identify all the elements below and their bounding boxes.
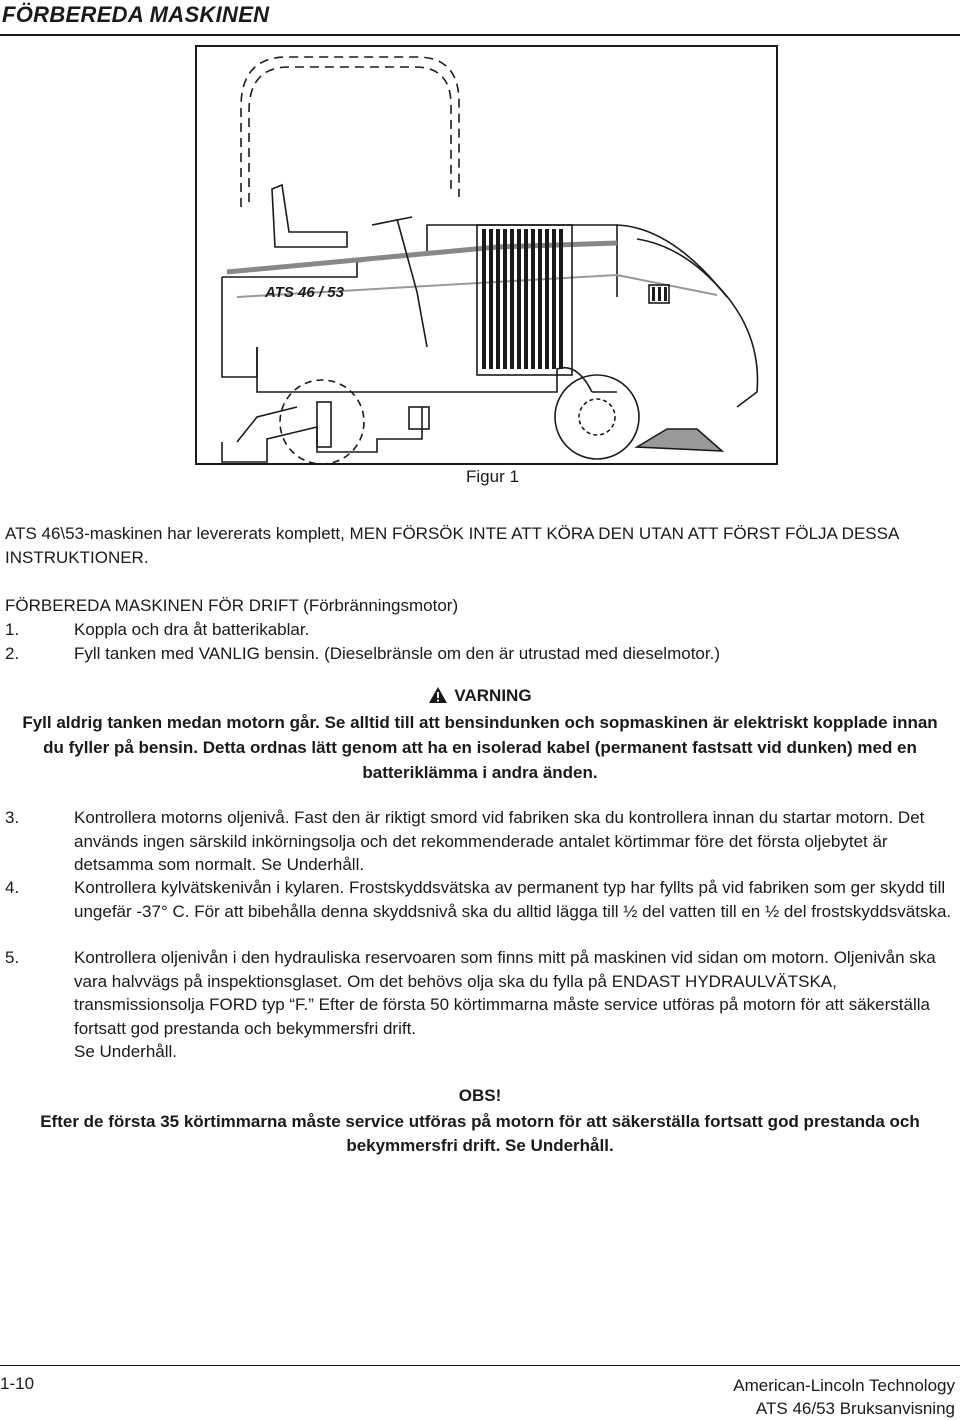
page-title: FÖRBEREDA MASKINEN [2, 2, 270, 27]
list-item-number: 2. [5, 644, 20, 663]
section-heading: FÖRBEREDA MASKINEN FÖR DRIFT (Förbränningsmotor) [5, 596, 459, 615]
list-item-text: Fyll tanken med VANLIG bensin. (Dieselbränsle om den är utrustad med dieselmotor.) [74, 644, 720, 663]
list-item-number: 4. [5, 878, 20, 897]
list-item-text: Koppla och dra åt batterikablar. [74, 620, 310, 639]
warning-text: Fyll aldrig tanken medan motorn går. Se alltid till att bensindunken och sopmaskinen är elektriskt kopplade innan du fyller på bensin. Detta ordnas lätt genom att ha en isolerad kabel (permanent fastsatt vid dunken) med en batteriklämma i andra änden. [22, 713, 938, 782]
footer-divider [0, 1365, 960, 1366]
list-item-text: Kontrollera kylvätskenivån i kylaren. Frostskyddsvätska av permanent typ har fyllts på vid fabriken som ger skydd till ungefär -37° C. För att bibehålla denna skyddsnivå ska du alltid lägga till ½ del vatten till en ½ del frostskyddsvätska. [74, 878, 952, 921]
warning-triangle-icon [428, 686, 448, 704]
note-text: Efter de första 35 körtimmarna måste service utföras på motorn för att säkerställa fortsatt god prestanda och bekymmersfri drift. Se Underhåll. [40, 1112, 920, 1155]
figure-caption: Figur 1 [466, 467, 519, 486]
list-item-text: Kontrollera motorns oljenivå. Fast den är riktigt smord vid fabriken ska du kontrollera innan du startar motorn. Det används ingen särskild inkörningsolja och det rekommenderade antalet körtimmar före det första oljebytet är detsamma som normalt. Se Underhåll. [74, 808, 925, 874]
warning-heading [0, 686, 960, 706]
note-heading: OBS! [458, 1086, 502, 1105]
model-label: ATS 46 / 53 [265, 284, 344, 301]
figure-1 [195, 45, 778, 465]
warning-title: VARNING [454, 686, 532, 705]
list-item-number: 1. [5, 620, 20, 639]
list-item-text: Kontrollera oljenivån i den hydrauliska reservoaren som finns mitt på maskinen vid sidan om motorn. Oljenivån ska vara halvvägs på inspektionsglaset. Om det behövs olja ska du fylla på ENDAST HYDRAULVÄTSKA, transmissionsolja FORD typ “F.” Efter de första 50 körtimmarna måste service utföras på motorn för att säkerställa fortsatt god prestanda och bekymmersfri drift. Se Underhåll. [74, 948, 936, 1061]
footer-info [733, 1374, 955, 1420]
page-number: 1-10 [0, 1374, 35, 1393]
sweeper-illustration [197, 47, 778, 465]
list-item-number: 3. [5, 808, 20, 827]
intro-paragraph: ATS 46\53-maskinen har levererats komplett, MEN FÖRSÖK INTE ATT KÖRA DEN UTAN ATT FÖRST FÖLJA DESSA INSTRUKTIONER. [5, 524, 899, 567]
footer-company: American-Lincoln Technology [733, 1376, 955, 1395]
list-item-number: 5. [5, 948, 20, 967]
footer-manual: ATS 46/53 Bruksanvisning [755, 1399, 955, 1418]
header-divider [0, 34, 960, 36]
